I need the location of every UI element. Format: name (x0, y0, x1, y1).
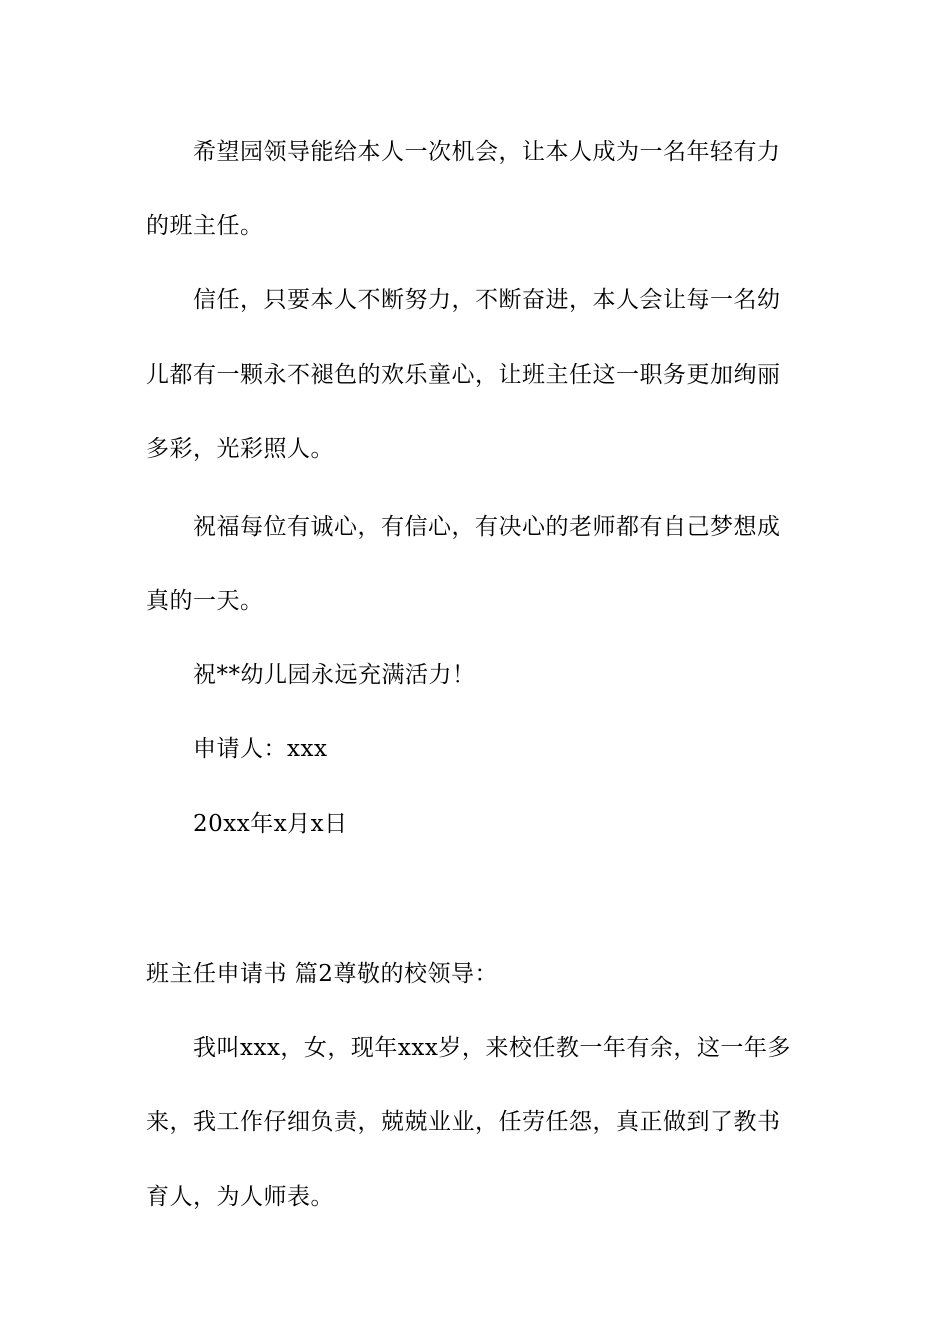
paragraph-line: 儿都有一颗永不褪色的欢乐童心，让班主任这一职务更加绚丽 (146, 362, 781, 388)
paragraph-line: 信任，只要本人不断努力，不断奋进，本人会让每一名幼 (193, 287, 781, 313)
paragraph-line: 育人，为人师表。 (146, 1184, 334, 1210)
date-line: 20xx年x月x日 (193, 811, 348, 837)
paragraph-line: 多彩，光彩照人。 (146, 436, 334, 462)
paragraph-line: 祝福每位有诚心，有信心，有决心的老师都有自己梦想成 (193, 514, 781, 540)
closing-wish: 祝**幼儿园永远充满活力！ (193, 662, 476, 688)
paragraph-line: 真的一天。 (146, 588, 264, 614)
applicant-signature: 申请人：xxx (193, 736, 328, 762)
section-heading: 班主任申请书 篇2尊敬的校领导： (146, 961, 498, 987)
paragraph-line: 我叫xxx，女，现年xxx岁，来校任教一年有余，这一年多 (193, 1035, 791, 1061)
paragraph-line: 来，我工作仔细负责，兢兢业业，任劳任怨，真正做到了教书 (146, 1109, 781, 1135)
paragraph-line: 希望园领导能给本人一次机会，让本人成为一名年轻有力 (193, 139, 781, 165)
paragraph-line: 的班主任。 (146, 213, 264, 239)
